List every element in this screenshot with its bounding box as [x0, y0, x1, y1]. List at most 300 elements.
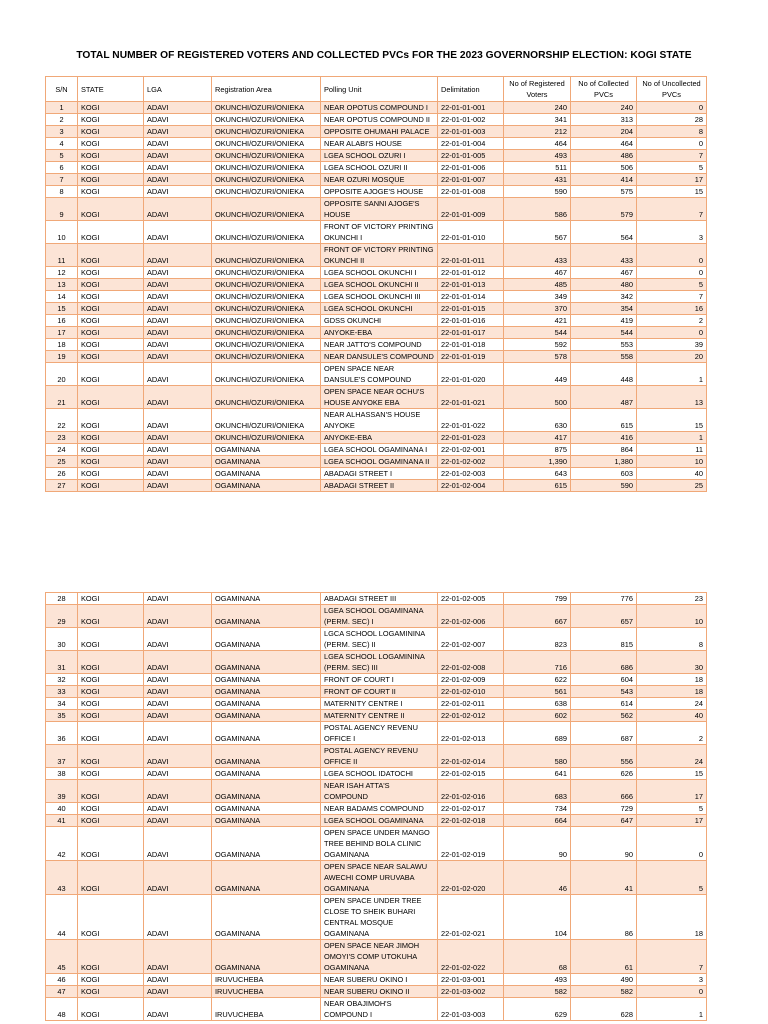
table-row	[46, 315, 707, 327]
registered-voters-cell: 421	[504, 315, 571, 327]
delimitation-cell: 22-01-02-019	[438, 827, 504, 861]
state-cell: KOGI	[78, 386, 144, 409]
registered-voters-cell: 511	[504, 162, 571, 174]
delimitation-cell: 22-01-02-007	[438, 628, 504, 651]
polling-unit-cell: OPEN SPACE NEAR DANSULE'S COMPOUND	[321, 363, 438, 386]
state-cell: KOGI	[78, 815, 144, 827]
delimitation-cell: 22-01-01-015	[438, 303, 504, 315]
uncollected-pvcs-cell: 24	[637, 698, 707, 710]
table-row	[46, 174, 707, 186]
voters-table-page-2	[45, 592, 707, 1021]
collected-pvcs-cell: 729	[571, 803, 637, 815]
registered-voters-cell: 341	[504, 114, 571, 126]
table-row	[46, 745, 707, 768]
sn-cell: 37	[46, 745, 78, 768]
lga-cell: ADAVI	[144, 138, 212, 150]
registered-voters-cell: 643	[504, 468, 571, 480]
lga-cell: ADAVI	[144, 315, 212, 327]
uncollected-pvcs-cell: 0	[637, 986, 707, 998]
registered-voters-cell: 349	[504, 291, 571, 303]
sn-cell: 38	[46, 768, 78, 780]
sn-cell: 4	[46, 138, 78, 150]
registered-voters-cell: 464	[504, 138, 571, 150]
sn-cell: 44	[46, 895, 78, 940]
polling-unit-cell: FRONT OF VICTORY PRINTING OKUNCHI II	[321, 244, 438, 267]
delimitation-cell: 22-01-01-022	[438, 409, 504, 432]
registered-voters-cell: 417	[504, 432, 571, 444]
polling-unit-cell: LGEA SCHOOL OZURI I	[321, 150, 438, 162]
uncollected-pvcs-cell: 17	[637, 815, 707, 827]
polling-unit-cell: NEAR OPOTUS COMPOUND I	[321, 102, 438, 114]
lga-cell: ADAVI	[144, 432, 212, 444]
collected-pvcs-cell: 603	[571, 468, 637, 480]
polling-unit-cell: NEAR ALHASSAN'S HOUSE ANYOKE	[321, 409, 438, 432]
collected-pvcs-cell: 490	[571, 974, 637, 986]
uncollected-pvcs-cell: 40	[637, 710, 707, 722]
uncollected-pvcs-cell: 15	[637, 768, 707, 780]
polling-unit-cell: NEAR ALABI'S HOUSE	[321, 138, 438, 150]
registration-area-cell: OKUNCHI/OZURI/ONIEKA	[212, 102, 321, 114]
registration-area-cell: OGAMINANA	[212, 444, 321, 456]
table-row	[46, 768, 707, 780]
state-cell: KOGI	[78, 827, 144, 861]
lga-cell: ADAVI	[144, 303, 212, 315]
uncollected-pvcs-cell: 0	[637, 244, 707, 267]
sn-cell: 32	[46, 674, 78, 686]
state-cell: KOGI	[78, 279, 144, 291]
registration-area-cell: OGAMINANA	[212, 861, 321, 895]
table-row	[46, 444, 707, 456]
registered-voters-cell: 485	[504, 279, 571, 291]
collected-pvcs-cell: 582	[571, 986, 637, 998]
state-cell: KOGI	[78, 974, 144, 986]
uncollected-pvcs-cell: 1	[637, 363, 707, 386]
table-row	[46, 827, 707, 861]
sn-cell: 12	[46, 267, 78, 279]
collected-pvcs-cell: 486	[571, 150, 637, 162]
registered-voters-cell: 582	[504, 986, 571, 998]
collected-pvcs-cell: 687	[571, 722, 637, 745]
polling-unit-cell: ABADAGI STREET I	[321, 468, 438, 480]
registration-area-cell: OGAMINANA	[212, 768, 321, 780]
lga-cell: ADAVI	[144, 651, 212, 674]
lga-cell: ADAVI	[144, 198, 212, 221]
table-row	[46, 432, 707, 444]
registration-area-cell: OKUNCHI/OZURI/ONIEKA	[212, 138, 321, 150]
registration-area-cell: OKUNCHI/OZURI/ONIEKA	[212, 351, 321, 363]
collected-pvcs-cell: 553	[571, 339, 637, 351]
sn-cell: 1	[46, 102, 78, 114]
table-row	[46, 895, 707, 940]
lga-cell: ADAVI	[144, 162, 212, 174]
delimitation-cell: 22-01-01-010	[438, 221, 504, 244]
table-row	[46, 998, 707, 1021]
state-cell: KOGI	[78, 126, 144, 138]
registered-voters-cell: 544	[504, 327, 571, 339]
table-row	[46, 363, 707, 386]
table-row	[46, 114, 707, 126]
delimitation-cell: 22-01-01-005	[438, 150, 504, 162]
registered-voters-cell: 567	[504, 221, 571, 244]
table-row	[46, 351, 707, 363]
delimitation-cell: 22-01-01-009	[438, 198, 504, 221]
lga-cell: ADAVI	[144, 186, 212, 198]
state-cell: KOGI	[78, 698, 144, 710]
registered-voters-cell: 433	[504, 244, 571, 267]
sn-cell: 48	[46, 998, 78, 1021]
polling-unit-cell: ABADAGI STREET II	[321, 480, 438, 492]
state-cell: KOGI	[78, 114, 144, 126]
registered-voters-cell: 823	[504, 628, 571, 651]
table-row	[46, 150, 707, 162]
sn-cell: 47	[46, 986, 78, 998]
uncollected-pvcs-cell: 28	[637, 114, 707, 126]
sn-cell: 34	[46, 698, 78, 710]
state-cell: KOGI	[78, 628, 144, 651]
table-row	[46, 244, 707, 267]
registered-voters-cell: 875	[504, 444, 571, 456]
sn-cell: 27	[46, 480, 78, 492]
state-cell: KOGI	[78, 745, 144, 768]
sn-cell: 31	[46, 651, 78, 674]
polling-unit-cell: LGEA SCHOOL OGAMINANA	[321, 815, 438, 827]
registered-voters-cell: 212	[504, 126, 571, 138]
delimitation-cell: 22-01-02-004	[438, 480, 504, 492]
polling-unit-cell: NEAR OBAJIMOH'S COMPOUND I	[321, 998, 438, 1021]
uncollected-pvcs-cell: 3	[637, 221, 707, 244]
table-row	[46, 279, 707, 291]
lga-cell: ADAVI	[144, 468, 212, 480]
lga-cell: ADAVI	[144, 444, 212, 456]
uncollected-pvcs-cell: 5	[637, 803, 707, 815]
uncollected-pvcs-cell: 25	[637, 480, 707, 492]
state-cell: KOGI	[78, 710, 144, 722]
sn-cell: 19	[46, 351, 78, 363]
header-registered-voters: No of Registered Voters	[504, 77, 571, 102]
registration-area-cell: OKUNCHI/OZURI/ONIEKA	[212, 386, 321, 409]
table-row	[46, 291, 707, 303]
uncollected-pvcs-cell: 8	[637, 126, 707, 138]
registered-voters-cell: 590	[504, 186, 571, 198]
collected-pvcs-cell: 240	[571, 102, 637, 114]
delimitation-cell: 22-01-01-006	[438, 162, 504, 174]
registration-area-cell: OKUNCHI/OZURI/ONIEKA	[212, 244, 321, 267]
lga-cell: ADAVI	[144, 279, 212, 291]
registration-area-cell: OKUNCHI/OZURI/ONIEKA	[212, 291, 321, 303]
sn-cell: 16	[46, 315, 78, 327]
polling-unit-cell: LGEA SCHOOL OGAMINANA II	[321, 456, 438, 468]
registered-voters-cell: 68	[504, 940, 571, 974]
uncollected-pvcs-cell: 17	[637, 780, 707, 803]
lga-cell: ADAVI	[144, 351, 212, 363]
polling-unit-cell: NEAR SUBERU OKINO II	[321, 986, 438, 998]
delimitation-cell: 22-01-02-017	[438, 803, 504, 815]
delimitation-cell: 22-01-02-021	[438, 895, 504, 940]
lga-cell: ADAVI	[144, 940, 212, 974]
uncollected-pvcs-cell: 20	[637, 351, 707, 363]
collected-pvcs-cell: 414	[571, 174, 637, 186]
table-row	[46, 303, 707, 315]
registration-area-cell: IRUVUCHEBA	[212, 998, 321, 1021]
uncollected-pvcs-cell: 5	[637, 861, 707, 895]
collected-pvcs-cell: 416	[571, 432, 637, 444]
registration-area-cell: OGAMINANA	[212, 803, 321, 815]
delimitation-cell: 22-01-01-013	[438, 279, 504, 291]
state-cell: KOGI	[78, 998, 144, 1021]
table-row	[46, 267, 707, 279]
lga-cell: ADAVI	[144, 291, 212, 303]
header-collected-pvcs: No of Collected PVCs	[571, 77, 637, 102]
state-cell: KOGI	[78, 895, 144, 940]
registration-area-cell: OKUNCHI/OZURI/ONIEKA	[212, 363, 321, 386]
uncollected-pvcs-cell: 18	[637, 895, 707, 940]
registered-voters-cell: 630	[504, 409, 571, 432]
registration-area-cell: OKUNCHI/OZURI/ONIEKA	[212, 279, 321, 291]
table-row	[46, 628, 707, 651]
uncollected-pvcs-cell: 16	[637, 303, 707, 315]
uncollected-pvcs-cell: 5	[637, 162, 707, 174]
collected-pvcs-cell: 556	[571, 745, 637, 768]
state-cell: KOGI	[78, 940, 144, 974]
uncollected-pvcs-cell: 0	[637, 138, 707, 150]
registration-area-cell: OKUNCHI/OZURI/ONIEKA	[212, 409, 321, 432]
lga-cell: ADAVI	[144, 686, 212, 698]
sn-cell: 29	[46, 605, 78, 628]
collected-pvcs-cell: 544	[571, 327, 637, 339]
collected-pvcs-cell: 815	[571, 628, 637, 651]
polling-unit-cell: MATERNITY CENTRE II	[321, 710, 438, 722]
delimitation-cell: 22-01-01-016	[438, 315, 504, 327]
collected-pvcs-cell: 1,380	[571, 456, 637, 468]
delimitation-cell: 22-01-01-018	[438, 339, 504, 351]
polling-unit-cell: OPPOSITE SANNI AJOGE'S HOUSE	[321, 198, 438, 221]
sn-cell: 5	[46, 150, 78, 162]
collected-pvcs-cell: 313	[571, 114, 637, 126]
state-cell: KOGI	[78, 468, 144, 480]
lga-cell: ADAVI	[144, 861, 212, 895]
polling-unit-cell: NEAR SUBERU OKINO I	[321, 974, 438, 986]
collected-pvcs-cell: 41	[571, 861, 637, 895]
uncollected-pvcs-cell: 7	[637, 291, 707, 303]
registered-voters-cell: 629	[504, 998, 571, 1021]
lga-cell: ADAVI	[144, 698, 212, 710]
registered-voters-cell: 580	[504, 745, 571, 768]
sn-cell: 30	[46, 628, 78, 651]
delimitation-cell: 22-01-02-003	[438, 468, 504, 480]
uncollected-pvcs-cell: 1	[637, 432, 707, 444]
delimitation-cell: 22-01-01-020	[438, 363, 504, 386]
header-sn: S/N	[46, 77, 78, 102]
registration-area-cell: OGAMINANA	[212, 468, 321, 480]
lga-cell: ADAVI	[144, 126, 212, 138]
sn-cell: 23	[46, 432, 78, 444]
uncollected-pvcs-cell: 0	[637, 267, 707, 279]
delimitation-cell: 22-01-02-006	[438, 605, 504, 628]
registration-area-cell: OGAMINANA	[212, 722, 321, 745]
polling-unit-cell: OPEN SPACE UNDER MANGO TREE BEHIND BOLA CLINIC OGAMINANA	[321, 827, 438, 861]
table-row	[46, 126, 707, 138]
sn-cell: 45	[46, 940, 78, 974]
polling-unit-cell: LGEA SCHOOL IDATOCHI	[321, 768, 438, 780]
registered-voters-cell: 578	[504, 351, 571, 363]
sn-cell: 17	[46, 327, 78, 339]
delimitation-cell: 22-01-01-004	[438, 138, 504, 150]
uncollected-pvcs-cell: 0	[637, 102, 707, 114]
registered-voters-cell: 683	[504, 780, 571, 803]
delimitation-cell: 22-01-02-018	[438, 815, 504, 827]
registered-voters-cell: 90	[504, 827, 571, 861]
registered-voters-cell: 104	[504, 895, 571, 940]
lga-cell: ADAVI	[144, 593, 212, 605]
collected-pvcs-cell: 647	[571, 815, 637, 827]
delimitation-cell: 22-01-02-013	[438, 722, 504, 745]
registration-area-cell: OKUNCHI/OZURI/ONIEKA	[212, 174, 321, 186]
state-cell: KOGI	[78, 198, 144, 221]
sn-cell: 33	[46, 686, 78, 698]
lga-cell: ADAVI	[144, 409, 212, 432]
registered-voters-cell: 615	[504, 480, 571, 492]
registration-area-cell: OGAMINANA	[212, 686, 321, 698]
delimitation-cell: 22-01-02-020	[438, 861, 504, 895]
registration-area-cell: OGAMINANA	[212, 710, 321, 722]
collected-pvcs-cell: 61	[571, 940, 637, 974]
uncollected-pvcs-cell: 7	[637, 150, 707, 162]
state-cell: KOGI	[78, 803, 144, 815]
delimitation-cell: 22-01-01-002	[438, 114, 504, 126]
uncollected-pvcs-cell: 24	[637, 745, 707, 768]
polling-unit-cell: OPPOSITE AJOGE'S HOUSE	[321, 186, 438, 198]
delimitation-cell: 22-01-02-014	[438, 745, 504, 768]
table-row	[46, 162, 707, 174]
uncollected-pvcs-cell: 2	[637, 722, 707, 745]
polling-unit-cell: FRONT OF VICTORY PRINTING OKUNCHI I	[321, 221, 438, 244]
registered-voters-cell: 493	[504, 974, 571, 986]
state-cell: KOGI	[78, 174, 144, 186]
delimitation-cell: 22-01-01-003	[438, 126, 504, 138]
lga-cell: ADAVI	[144, 974, 212, 986]
state-cell: KOGI	[78, 456, 144, 468]
polling-unit-cell: FRONT OF COURT II	[321, 686, 438, 698]
delimitation-cell: 22-01-02-011	[438, 698, 504, 710]
sn-cell: 8	[46, 186, 78, 198]
registration-area-cell: OGAMINANA	[212, 674, 321, 686]
table-row	[46, 386, 707, 409]
delimitation-cell: 22-01-02-022	[438, 940, 504, 974]
collected-pvcs-cell: 864	[571, 444, 637, 456]
uncollected-pvcs-cell: 7	[637, 198, 707, 221]
table-row	[46, 710, 707, 722]
collected-pvcs-cell: 90	[571, 827, 637, 861]
table-row	[46, 198, 707, 221]
polling-unit-cell: MATERNITY CENTRE I	[321, 698, 438, 710]
collected-pvcs-cell: 776	[571, 593, 637, 605]
polling-unit-cell: LGEA SCHOOL OGAMINANA (PERM. SEC) I	[321, 605, 438, 628]
registered-voters-cell: 46	[504, 861, 571, 895]
uncollected-pvcs-cell: 13	[637, 386, 707, 409]
lga-cell: ADAVI	[144, 780, 212, 803]
registered-voters-cell: 638	[504, 698, 571, 710]
registered-voters-cell: 1,390	[504, 456, 571, 468]
collected-pvcs-cell: 506	[571, 162, 637, 174]
table-row	[46, 974, 707, 986]
state-cell: KOGI	[78, 432, 144, 444]
polling-unit-cell: NEAR OZURI MOSQUE	[321, 174, 438, 186]
registered-voters-cell: 561	[504, 686, 571, 698]
sn-cell: 20	[46, 363, 78, 386]
delimitation-cell: 22-01-03-001	[438, 974, 504, 986]
state-cell: KOGI	[78, 102, 144, 114]
registered-voters-cell: 493	[504, 150, 571, 162]
registration-area-cell: OKUNCHI/OZURI/ONIEKA	[212, 327, 321, 339]
state-cell: KOGI	[78, 339, 144, 351]
state-cell: KOGI	[78, 780, 144, 803]
sn-cell: 22	[46, 409, 78, 432]
sn-cell: 9	[46, 198, 78, 221]
registration-area-cell: OKUNCHI/OZURI/ONIEKA	[212, 267, 321, 279]
table-row	[46, 698, 707, 710]
registration-area-cell: OKUNCHI/OZURI/ONIEKA	[212, 315, 321, 327]
state-cell: KOGI	[78, 138, 144, 150]
registered-voters-cell: 716	[504, 651, 571, 674]
lga-cell: ADAVI	[144, 327, 212, 339]
state-cell: KOGI	[78, 150, 144, 162]
delimitation-cell: 22-01-01-008	[438, 186, 504, 198]
table-row	[46, 102, 707, 114]
polling-unit-cell: OPEN SPACE NEAR SALAWU AWECHI COMP URUVABA OGAMINANA	[321, 861, 438, 895]
delimitation-cell: 22-01-02-012	[438, 710, 504, 722]
table-row	[46, 674, 707, 686]
header-delimitation: Delimitation	[438, 77, 504, 102]
lga-cell: ADAVI	[144, 674, 212, 686]
registration-area-cell: OGAMINANA	[212, 827, 321, 861]
sn-cell: 28	[46, 593, 78, 605]
lga-cell: ADAVI	[144, 998, 212, 1021]
table-row	[46, 651, 707, 674]
table-row	[46, 480, 707, 492]
lga-cell: ADAVI	[144, 244, 212, 267]
registration-area-cell: OKUNCHI/OZURI/ONIEKA	[212, 150, 321, 162]
state-cell: KOGI	[78, 722, 144, 745]
collected-pvcs-cell: 590	[571, 480, 637, 492]
collected-pvcs-cell: 628	[571, 998, 637, 1021]
registration-area-cell: OGAMINANA	[212, 940, 321, 974]
table-row	[46, 339, 707, 351]
polling-unit-cell: LGEA SCHOOL OKUNCHI II	[321, 279, 438, 291]
collected-pvcs-cell: 342	[571, 291, 637, 303]
uncollected-pvcs-cell: 39	[637, 339, 707, 351]
registration-area-cell: OGAMINANA	[212, 593, 321, 605]
state-cell: KOGI	[78, 986, 144, 998]
sn-cell: 11	[46, 244, 78, 267]
collected-pvcs-cell: 558	[571, 351, 637, 363]
sn-cell: 15	[46, 303, 78, 315]
state-cell: KOGI	[78, 409, 144, 432]
sn-cell: 18	[46, 339, 78, 351]
state-cell: KOGI	[78, 244, 144, 267]
registered-voters-cell: 622	[504, 674, 571, 686]
table-row	[46, 221, 707, 244]
registration-area-cell: OKUNCHI/OZURI/ONIEKA	[212, 221, 321, 244]
header-uncollected-pvcs: No of Uncollected PVCs	[637, 77, 707, 102]
lga-cell: ADAVI	[144, 827, 212, 861]
sn-cell: 42	[46, 827, 78, 861]
registered-voters-cell: 734	[504, 803, 571, 815]
lga-cell: ADAVI	[144, 102, 212, 114]
sn-cell: 35	[46, 710, 78, 722]
sn-cell: 39	[46, 780, 78, 803]
polling-unit-cell: LGEA SCHOOL OGAMINANA I	[321, 444, 438, 456]
table-row	[46, 138, 707, 150]
